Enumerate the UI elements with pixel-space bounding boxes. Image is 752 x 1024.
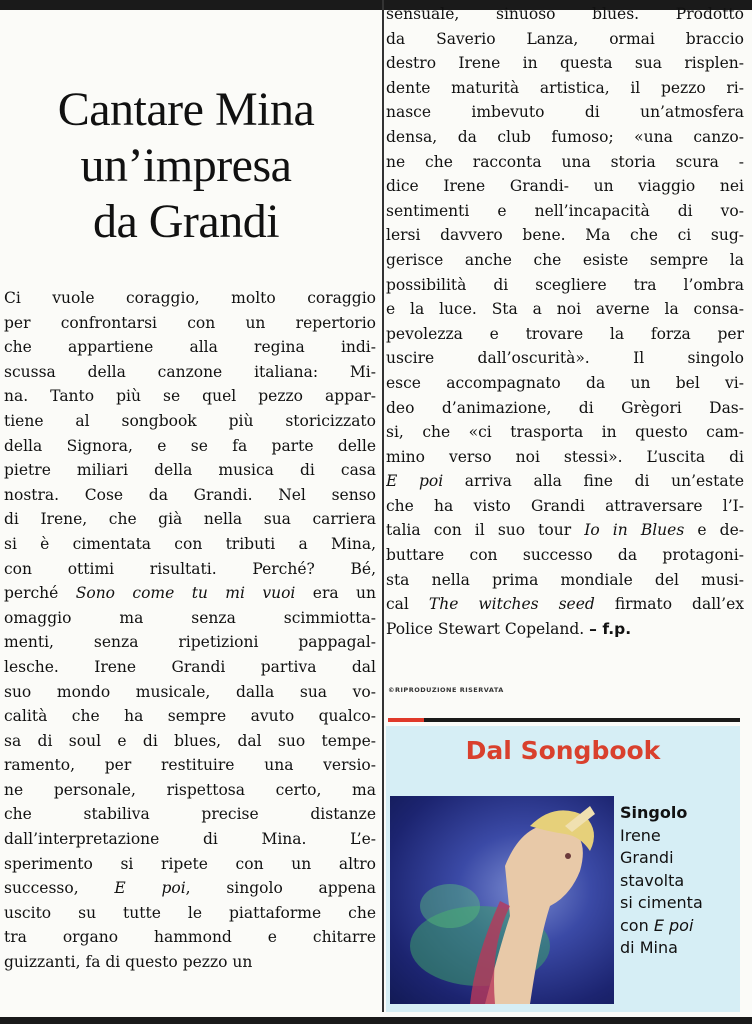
text-line: dice Irene Grandi- un viaggio nei (386, 177, 744, 196)
text-line: sperimento si ripete con un altro (4, 854, 376, 873)
text-line: uscito su tutte le piattaforme che (4, 903, 376, 922)
text-line: sa di soul e di blues, dal suo tempe- (4, 731, 376, 750)
sidebar-box-title: Dal Songbook (465, 736, 661, 765)
irene-grandi-photo (390, 796, 614, 1004)
italic-title: The witches seed (428, 595, 595, 614)
headline-line: un’impresa (80, 139, 292, 192)
italic-title: E poi (114, 879, 186, 898)
text-line: lesche. Irene Grandi partiva dal (4, 657, 376, 676)
text-line: di Irene, che già nella sua carriera (4, 510, 376, 529)
text-line: tiene al songbook più storicizzato (4, 411, 376, 430)
text-line: menti, senza ripetizioni pappagal- (4, 633, 376, 652)
text-line: omaggio ma senza scimmiotta- (4, 608, 376, 627)
italic-title: E poi (386, 472, 444, 491)
text-line: ne personale, rispettosa certo, ma (4, 780, 376, 799)
text-line: che stabiliva precise distanze (4, 805, 376, 824)
text-line: densa, da club fumoso; «una canzo- (386, 127, 744, 146)
caption-line: si cimenta (620, 893, 703, 912)
text-line: dall’interpretazione di Mina. L’e- (4, 830, 376, 849)
text-line: si è cimentata con tributi a Mina, (4, 534, 376, 553)
text-line: suo mondo musicale, dalla sua vo- (4, 682, 376, 701)
column-divider (382, 0, 384, 1012)
text-line: buttare con successo da protagoni- (386, 546, 744, 565)
box-accent-rule (388, 718, 424, 722)
caption-line: di Mina (620, 938, 678, 957)
text-line: che ha visto Grandi attraversare l’I- (386, 496, 744, 515)
caption-line: stavolta (620, 870, 685, 890)
italic-title: Io in Blues (584, 521, 685, 540)
text-line: nostra. Cose da Grandi. Nel senso (4, 485, 376, 504)
text-line: e la luce. Sta a noi averne la consa- (386, 300, 744, 319)
text-line: E poi arriva alla fine di un’estate (386, 472, 744, 491)
text-line: pevolezza e trovare la forza per (386, 324, 744, 343)
article-headline (0, 82, 372, 250)
photo-caption (620, 802, 736, 960)
text-line: dente maturità artistica, il pezzo ri- (386, 78, 744, 97)
caption-line: Grandi (620, 848, 674, 867)
article-right-column (386, 2, 744, 641)
text-line: gerisce anche che esiste sempre la (386, 250, 744, 269)
text-line: mino verso noi stessi». L’uscita di (386, 447, 744, 466)
text-line: deo d’animazione, di Grègori Das- (386, 398, 744, 417)
text-line: calità che ha sempre avuto qualco- (4, 707, 376, 726)
copyright-notice: ©RIPRODUZIONE RISERVATA (388, 686, 504, 694)
text-line: cal The witches seed firmato dall’ex (386, 595, 744, 614)
text-line: nasce imbevuto di un’atmosfera (386, 103, 744, 122)
text-line: talia con il suo tour Io in Blues e de- (386, 521, 744, 540)
text-line: per confrontarsi con un repertorio (4, 313, 376, 332)
text-line: uscire dall’oscurità». Il singolo (386, 349, 744, 368)
text-line: della Signora, e se fa parte delle (4, 436, 376, 455)
text-line: esce accompagnato da un bel vi- (386, 373, 744, 392)
text-line: ne che racconta una storia scura - (386, 152, 744, 171)
text-line: che appartiene alla regina indi- (4, 338, 376, 357)
text-line: Ci vuole coraggio, molto coraggio (4, 289, 376, 307)
text-line: guizzanti, fa di questo pezzo un (4, 953, 253, 972)
text-line: ramento, per restituire una versio- (4, 756, 376, 775)
text-line: destro Irene in questa sua risplen- (386, 54, 744, 73)
text-line: sta nella prima mondiale del musi- (386, 570, 744, 589)
text-line: si, che «ci trasporta in questo cam- (386, 423, 744, 442)
text-line: possibilità di scegliere tra l’ombra (386, 275, 744, 294)
text-line: lersi davvero bene. Ma che ci sug- (386, 226, 744, 245)
box-top-rule (424, 718, 740, 722)
author-signature: – f.p. (589, 619, 632, 638)
text-line: Police Stewart Copeland. – f.p. (386, 619, 632, 638)
text-line: sentimenti e nell’incapacità di vo- (386, 201, 744, 220)
headline-line: Cantare Mina (57, 83, 315, 136)
text-line: scussa della canzone italiana: Mi- (4, 362, 376, 381)
sidebar-box (386, 726, 740, 1012)
text-line: con ottimi risultati. Perché? Bé, (4, 559, 376, 578)
headline-line: da Grandi (92, 195, 280, 248)
article-left-column (4, 286, 376, 975)
text-line: da Saverio Lanza, ormai braccio (386, 29, 744, 48)
caption-line: con E poi (620, 915, 694, 935)
text-line: successo, E poi, singolo appena (4, 879, 376, 898)
italic-title: Sono come tu mi vuoi (75, 584, 296, 603)
photo-illustration (390, 796, 614, 1004)
text-line: sensuale, sinuoso blues. Prodotto (386, 5, 744, 23)
text-line: tra organo hammond e chitarre (4, 928, 376, 947)
text-line: perché Sono come tu mi vuoi era un (4, 584, 376, 603)
caption-line: Singolo (620, 803, 688, 822)
text-line: pietre miliari della musica di casa (4, 461, 376, 480)
text-line: na. Tanto più se quel pezzo appar- (4, 387, 376, 406)
caption-line: Irene (620, 825, 661, 845)
italic-title: E poi (653, 915, 694, 935)
